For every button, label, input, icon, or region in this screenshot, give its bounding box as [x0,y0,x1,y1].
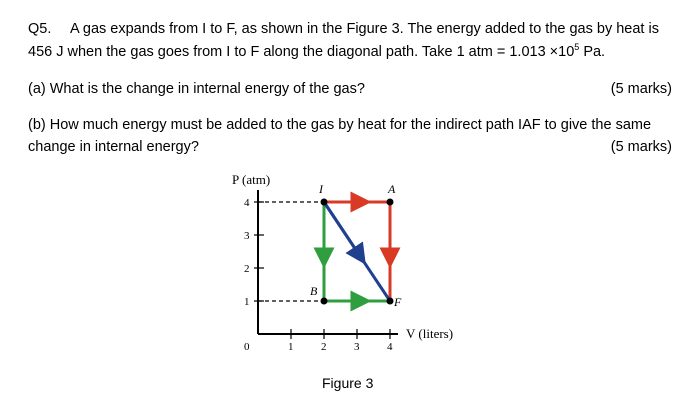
part-a-marks: (5 marks) [610,81,672,97]
y-tick-1: 1 [244,296,250,308]
part-a: (a) What is the change in internal energy of the gas? [28,81,365,97]
question-text-2-end: Pa. [579,44,606,60]
label-f: F [394,295,402,309]
x-tick-4: 4 [387,341,393,353]
point-i [321,199,328,206]
exponent: 5 [574,42,580,52]
question-text-1: A gas expands from I to F, as shown in the Figure 3. The energy added to the gas by heat is [70,21,659,37]
y-tick-2: 2 [244,263,250,275]
label-a: A [388,182,396,196]
point-f [387,298,394,305]
x-axis-label: V (liters) [406,326,454,341]
part-b-marks: (5 marks) [610,139,672,155]
question-line-1 [28,20,659,38]
label-b: B [310,284,318,298]
question-line-2 [28,43,605,61]
x-tick-2: 2 [321,341,327,353]
label-i: I [319,182,323,196]
pv-diagram [218,168,478,358]
origin-label: 0 [244,341,250,353]
question-number: Q5. [28,21,52,37]
part-b-line-2: change in internal energy? [28,139,199,155]
y-tick-3: 3 [244,230,250,242]
point-a [387,199,394,206]
x-tick-3: 3 [354,341,360,353]
question-text-2: 456 J when the gas goes from I to F along the diagonal path. Take 1 atm = 1.013 ×10 [28,44,575,60]
point-b [321,298,328,305]
y-tick-4: 4 [244,197,250,209]
y-axis-label: P (atm) [232,172,271,187]
x-tick-1: 1 [288,341,294,353]
figure-caption: Figure 3 [322,375,374,391]
part-b-line-1: (b) How much energy must be added to the gas by heat for the indirect path IAF to give the same [28,117,652,133]
